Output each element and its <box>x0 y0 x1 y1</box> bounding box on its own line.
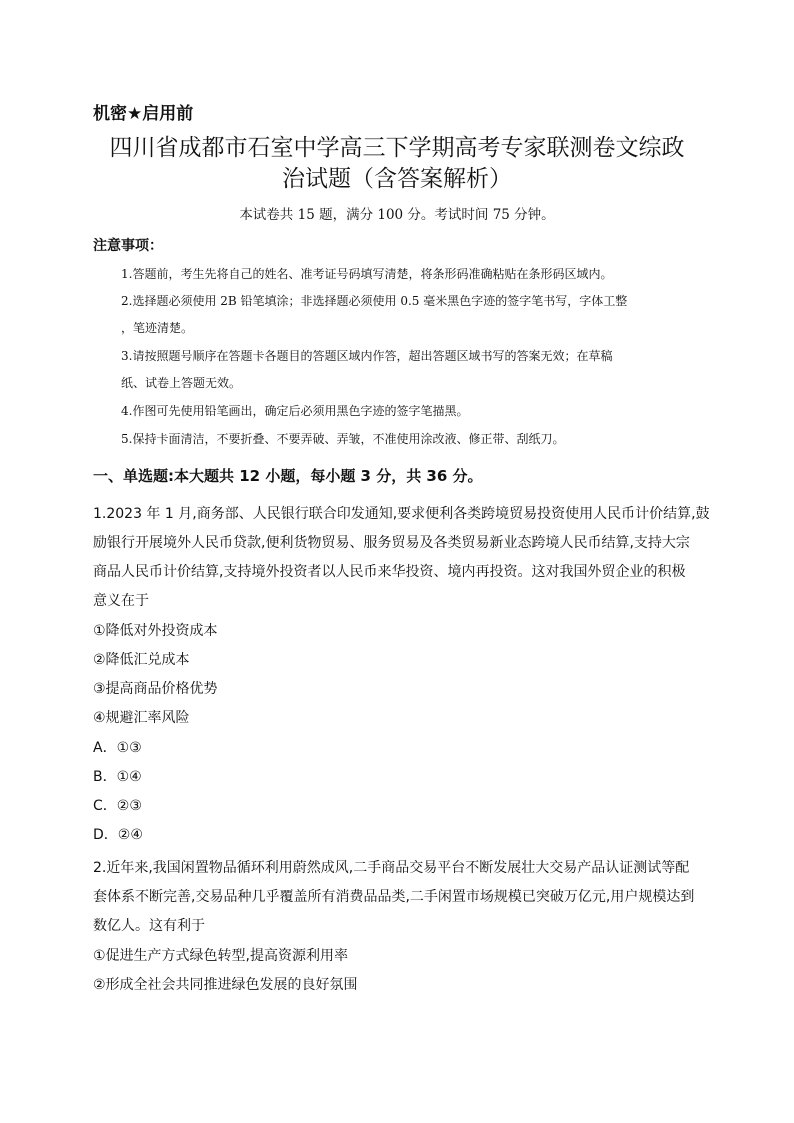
notice-heading: 注意事项： <box>93 238 163 254</box>
section-heading: 一、单选题:本大题共 12 小题，每小题 3 分，共 36 分。 <box>93 467 483 485</box>
question-2-stem-line: 2.近年来,我国闲置物品循环利用蔚然成风,二手商品交易平台不断发展壮大交易产品认证测试等配 <box>93 860 690 876</box>
question-1-stem-line: 商品人民币计价结算,支持境外投资者以人民币来华投资、境内再投资。这对我国外贸企业的积极 <box>93 564 686 580</box>
question-1-option-b: B．①④ <box>93 769 142 785</box>
question-1-option-d: D．②④ <box>93 827 143 843</box>
notice-item-continued: ，笔迹清楚。 <box>121 321 194 335</box>
notice-item-continued: 纸、试卷上答题无效。 <box>121 376 242 390</box>
question-1-stem-line: 1.2023 年 1 月,商务部、人民银行联合印发通知,要求便利各类跨境贸易投资使用人民币计价结算,鼓 <box>93 506 710 522</box>
notice-item: 1.答题前，考生先将自己的姓名、准考证号码填写清楚，将条形码准确粘贴在条形码区域内。 <box>121 267 613 281</box>
page-title-line-2: 治试题（含答案解析） <box>282 166 512 192</box>
notice-item: 3.请按照题号顺序在答题卡各题目的答题区域内作答，超出答题区域书写的答案无效；在草稿 <box>121 349 613 363</box>
question-1-stem-line: 励银行开展境外人民币贷款,便利货物贸易、服务贸易及各类贸易新业态跨境人民币结算,支持大宗 <box>93 535 690 551</box>
notice-item: 4.作图可先使用铅笔画出，确定后必须用黑色字迹的签字笔描黑。 <box>121 404 469 418</box>
question-1-stem-line: 意义在于 <box>93 593 149 609</box>
page-title-line-1: 四川省成都市石室中学高三下学期高考专家联测卷文综政 <box>109 135 685 161</box>
confidential-label: 机密★启用前 <box>93 104 194 124</box>
question-2-statement: ①促进生产方式绿色转型,提高资源利用率 <box>93 948 348 964</box>
notice-item: 5.保持卡面清洁，不要折叠、不要弄破、弄皱，不准使用涂改液、修正带、刮纸刀。 <box>121 432 565 446</box>
question-1-statement: ②降低汇兑成本 <box>93 652 190 668</box>
exam-info: 本试卷共 15 题，满分 100 分。考试时间 75 分钟。 <box>239 207 555 223</box>
question-1-option-a: A．①③ <box>93 740 142 756</box>
question-1-statement: ①降低对外投资成本 <box>93 623 218 639</box>
notice-item: 2.选择题必须使用 2B 铅笔填涂；非选择题必须使用 0.5 毫米黑色字迹的签字笔书写，字体工整 <box>121 294 628 308</box>
question-2-stem-line: 套体系不断完善,交易品种几乎覆盖所有消费品品类,二手闲置市场规模已突破万亿元,用户规模达到 <box>93 889 695 905</box>
question-1-option-c: C．②③ <box>93 798 142 814</box>
question-2-statement: ②形成全社会共同推进绿色发展的良好氛围 <box>93 977 358 993</box>
question-1-statement: ③提高商品价格优势 <box>93 681 218 697</box>
question-2-stem-line: 数亿人。这有利于 <box>93 918 205 934</box>
question-1-statement: ④规避汇率风险 <box>93 710 190 726</box>
